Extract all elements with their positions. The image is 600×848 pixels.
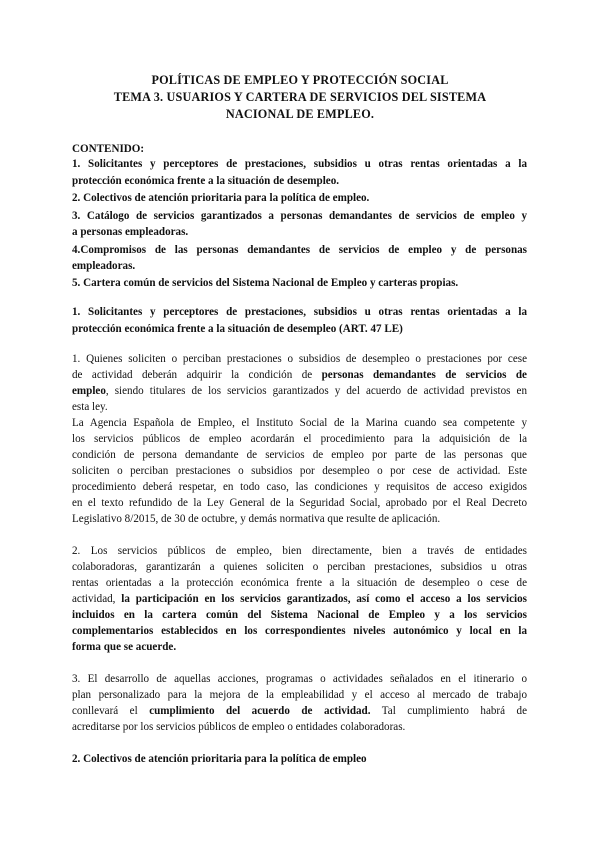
p2-line-2: colaboradoras, garantizarán a quienes soliciten o perciban prestaciones, subsidios u otras xyxy=(72,561,527,573)
p3-line-3: conllevará el cumplimiento del acuerdo de actividad. Tal cumplimiento habrá de xyxy=(72,705,527,717)
p1-line-2: de actividad deberán adquirir la condición de personas demandantes de servicios de xyxy=(72,369,527,381)
p2-line-7: forma que se acuerde. xyxy=(72,641,177,653)
section-2-heading: 2. Colectivos de atención prioritaria para la política de empleo xyxy=(72,753,367,765)
title-line-3: NACIONAL DE EMPLEO. xyxy=(225,107,375,121)
p1-line-7: condición de persona demandante de servicios de empleo por parte de las personas que xyxy=(72,449,527,461)
contents-item-4-cont: empleadoras. xyxy=(72,260,136,272)
p3-line-4: acreditarse por los servicios públicos de empleo o entidades colaboradoras. xyxy=(72,721,406,733)
section-1-heading: 1. Solicitantes y perceptores de prestaciones, subsidios u otras rentas orientadas a la xyxy=(72,306,527,318)
contents-item-5: 5. Cartera común de servicios del Sistema Nacional de Empleo y carteras propias. xyxy=(72,277,459,289)
p3-line-2: plan personalizado para la mejora de la empleabilidad y el acceso al mercado de trabajo xyxy=(72,689,527,701)
title-line-1: POLÍTICAS DE EMPLEO Y PROTECCIÓN SOCIAL xyxy=(151,73,449,87)
title-line-2: TEMA 3. USUARIOS Y CARTERA DE SERVICIOS DEL SISTEMA xyxy=(113,90,487,104)
p2-line-4: actividad, la participación en los servicios garantizados, así como el acceso a los servicios xyxy=(72,593,527,605)
contents-heading: CONTENIDO: xyxy=(72,143,145,155)
contents-item-3-cont: a personas empleadoras. xyxy=(72,226,189,238)
p1-line-4: esta ley. xyxy=(72,401,108,413)
p1-line-1: 1. Quienes soliciten o perciban prestaciones o subsidios de desempleo o prestaciones por cese xyxy=(72,353,527,365)
p2-line-1: 2. Los servicios públicos de empleo, bien directamente, bien a través de entidades xyxy=(72,545,527,557)
section-1-heading-cont: protección económica frente a la situación de desempleo (ART. 47 LE) xyxy=(72,323,403,335)
p2-line-5: incluidos en la cartera común del Sistema Nacional de Empleo y a los servicios xyxy=(72,609,527,621)
p1-line-8: soliciten o perciban prestaciones o subsidios por desempleo o por cese de actividad. Este xyxy=(72,465,527,477)
p1-line-9: procedimiento deberá respetar, en todo caso, las condiciones y requisitos de acceso exigidos xyxy=(72,481,527,493)
p1-line-3: empleo, siendo titulares de los servicios garantizados y del acuerdo de actividad previstos en xyxy=(72,385,527,397)
p2-line-6: complementarios establecidos en los correspondientes niveles autonómico y local en la xyxy=(72,625,527,637)
p1-line-10: en el texto refundido de la Ley General de la Seguridad Social, aprobado por el Real Decreto xyxy=(72,497,527,509)
p1-line-6: los servicios públicos de empleo acordarán el procedimiento para la adquisición de la xyxy=(72,433,527,445)
p2-line-3: rentas orientadas a la protección económica frente a la situación de desempleo o cese de xyxy=(72,577,527,589)
p1-line-5: La Agencia Española de Empleo, el Instituto Social de la Marina cuando sea competente y xyxy=(72,417,527,429)
p1-line-11: Legislativo 8/2015, de 30 de octubre, y demás normativa que resulte de aplicación. xyxy=(72,513,441,525)
contents-item-1: 1. Solicitantes y perceptores de prestaciones, subsidios u otras rentas orientadas a la xyxy=(72,158,527,170)
p3-line-1: 3. El desarrollo de aquellas acciones, programas o actividades señalados en el itinerario o xyxy=(72,673,527,685)
contents-item-1-cont: protección económica frente a la situación de desempleo. xyxy=(72,175,340,187)
contents-item-3: 3. Catálogo de servicios garantizados a personas demandantes de servicios de empleo y xyxy=(72,210,527,222)
contents-item-2: 2. Colectivos de atención prioritaria para la política de empleo. xyxy=(72,192,370,204)
contents-item-4: 4.Compromisos de las personas demandantes de servicios de empleo y de personas xyxy=(72,244,527,256)
